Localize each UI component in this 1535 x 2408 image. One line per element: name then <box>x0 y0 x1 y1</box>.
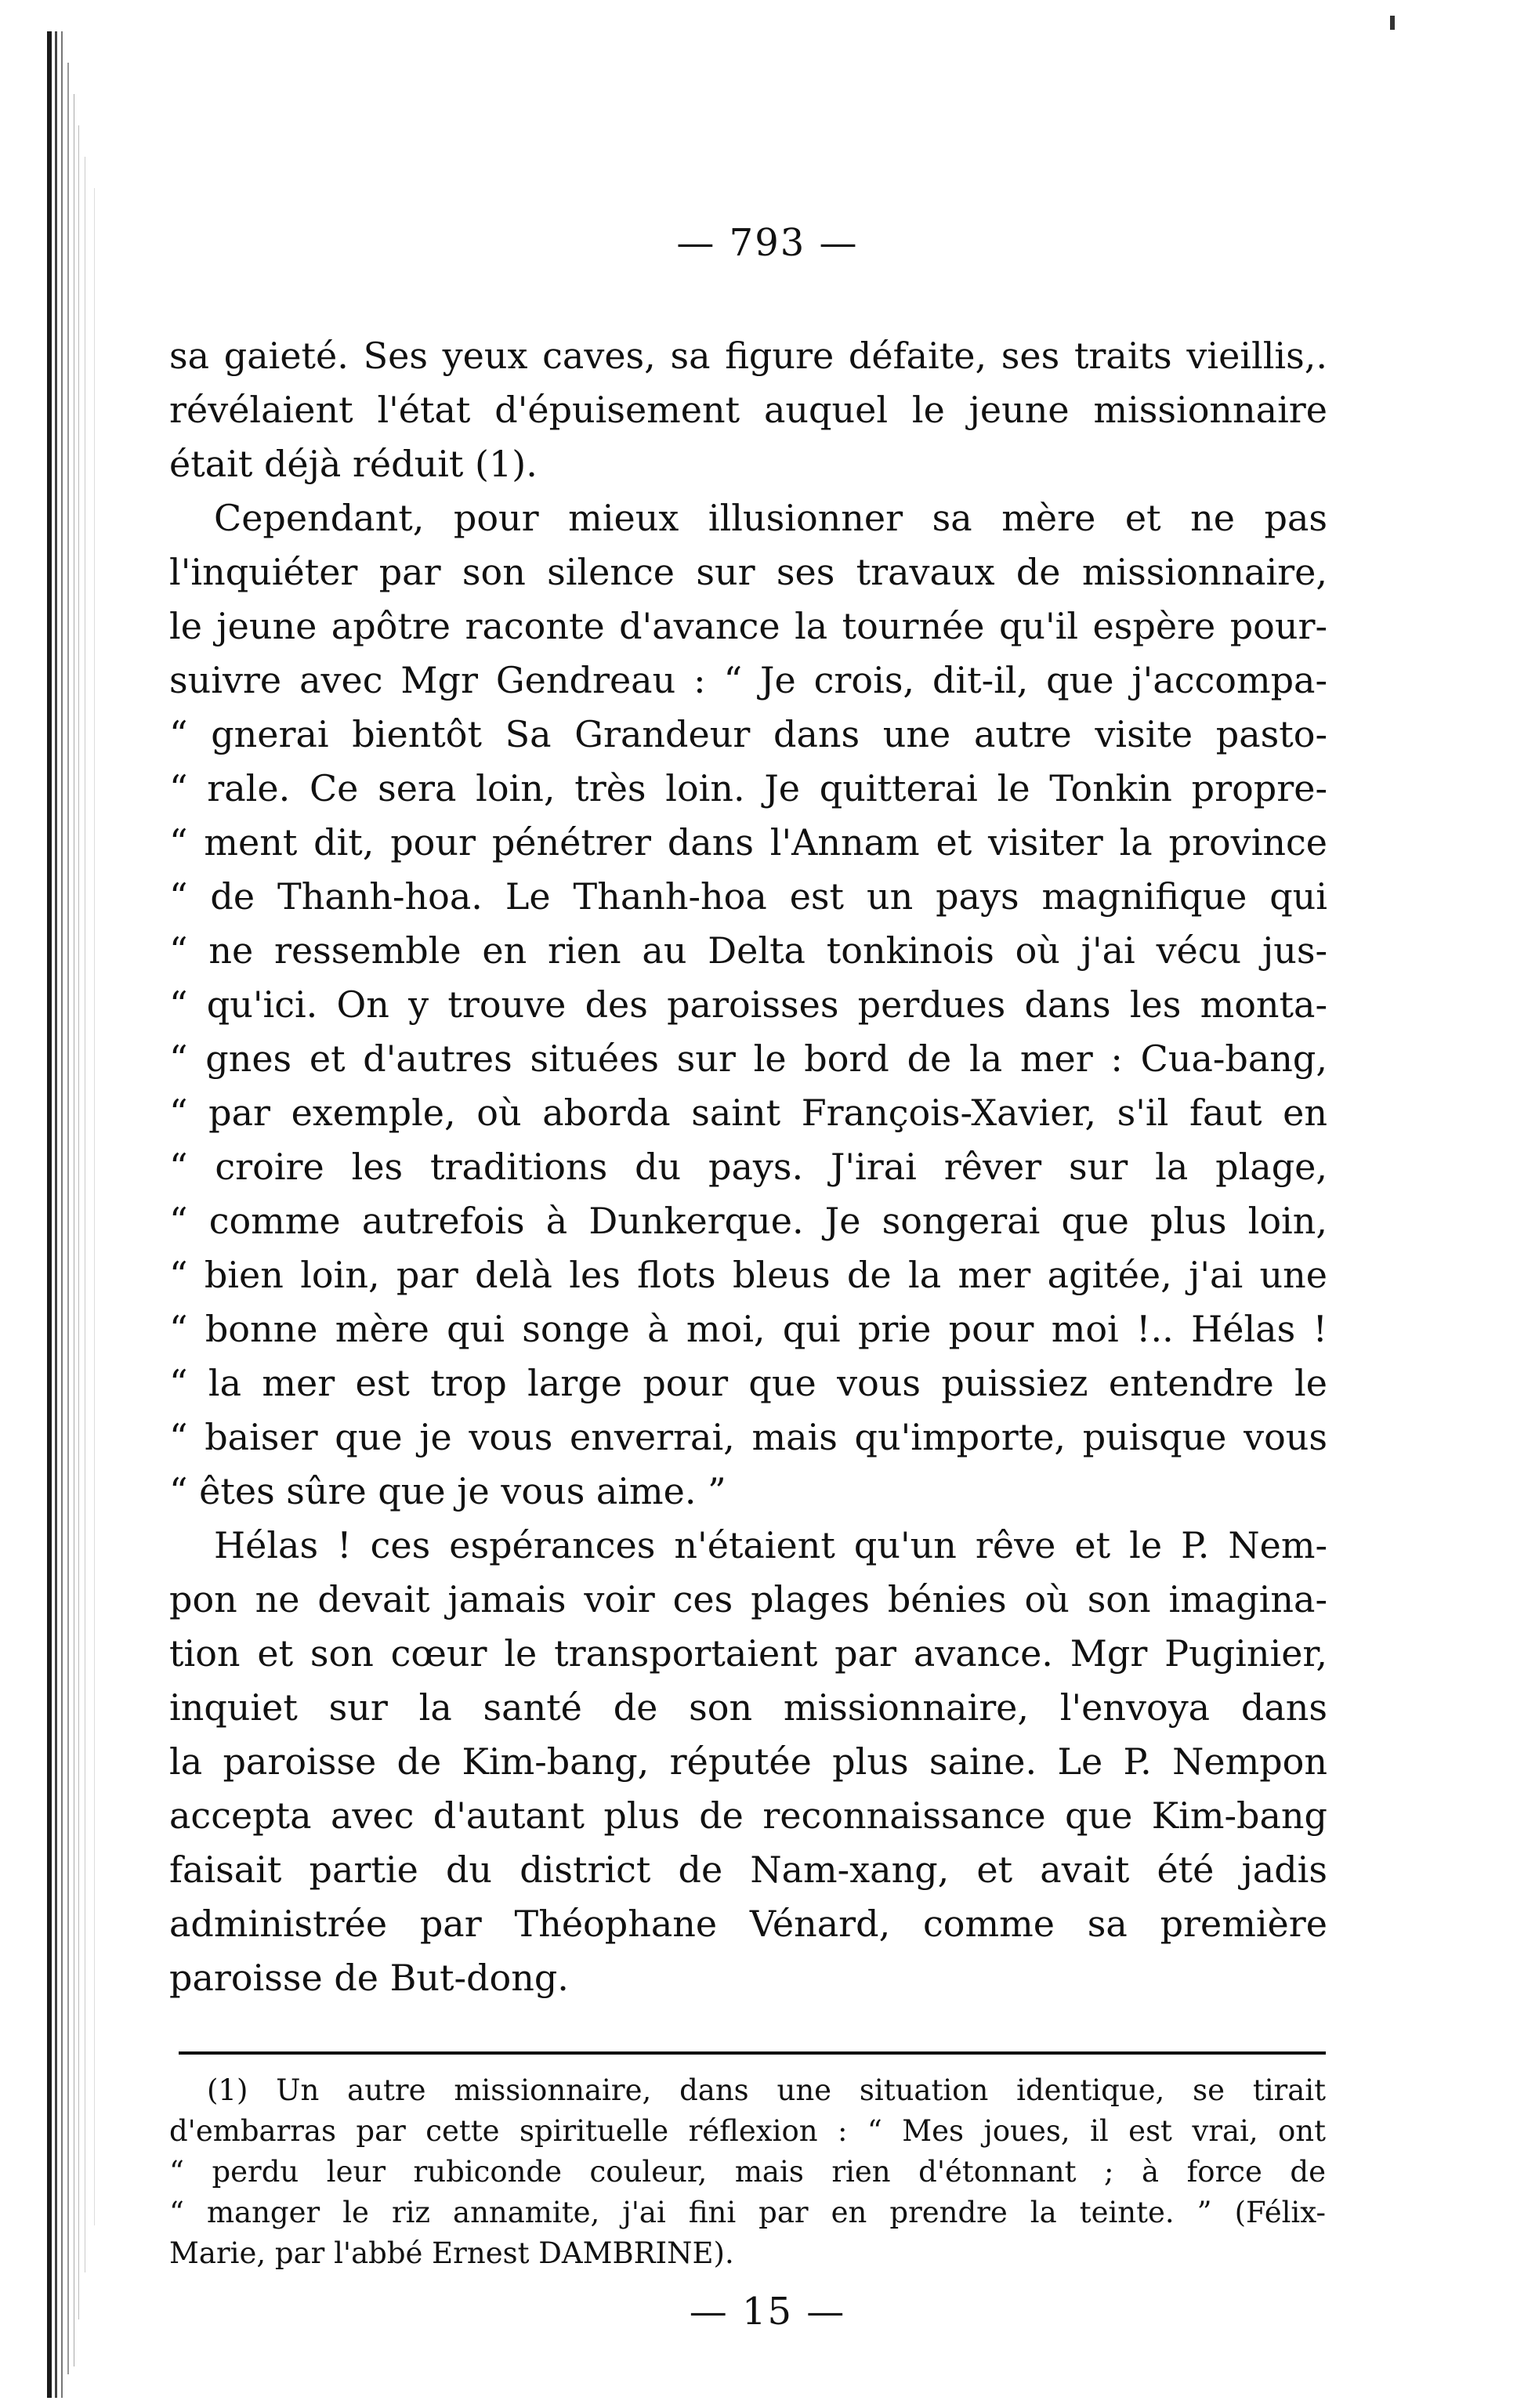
text-line: “ ment dit, pour pénétrer dans l'Annam et visiter la province <box>169 821 1327 864</box>
body-text <box>169 329 1327 2005</box>
text-line: “ ne ressemble en rien au Delta tonkinois où j'ai vécu jus- <box>169 929 1327 972</box>
text-line: révélaient l'état d'épuisement auquel le jeune missionnaire <box>169 389 1327 431</box>
text-line: tion et son cœur le transportaient par avance. Mgr Puginier, <box>169 1632 1327 1675</box>
text-line: Cependant, pour mieux illusionner sa mère et ne pas <box>214 497 1327 539</box>
text-line: pon ne devait jamais voir ces plages bénies où son imagina- <box>169 1578 1327 1620</box>
text-line: accepta avec d'autant plus de reconnaissance que Kim-bang <box>169 1794 1327 1837</box>
corner-mark <box>1390 16 1395 30</box>
text-line: “ êtes sûre que je vous aime. ” <box>169 1470 726 1512</box>
text-line: “ par exemple, où aborda saint François-Xavier, s'il faut en <box>169 1092 1327 1134</box>
text-line: “ croire les traditions du pays. J'irai rêver sur la plage, <box>169 1146 1327 1188</box>
text-line: l'inquiéter par son silence sur ses travaux de missionnaire, <box>169 551 1327 593</box>
text-line: la paroisse de Kim-bang, réputée plus saine. Le P. Nempon <box>169 1740 1327 1783</box>
footnote <box>169 2070 1326 2274</box>
footnote-line: Marie, par l'abbé Ernest DAMBRINE). <box>169 2236 734 2270</box>
text-line: “ baiser que je vous enverrai, mais qu'importe, puisque vous <box>169 1416 1327 1458</box>
text-line: “ bonne mère qui songe à moi, qui prie pour moi !.. Hélas ! <box>169 1308 1327 1350</box>
text-line: “ de Thanh-hoa. Le Thanh-hoa est un pays magnifique qui <box>169 875 1327 918</box>
footnote-rule <box>179 2051 1326 2055</box>
text-line: “ la mer est trop large pour que vous puissiez entendre le <box>169 1362 1327 1404</box>
text-line: “ rale. Ce sera loin, très loin. Je quitterai le Tonkin propre- <box>169 767 1327 809</box>
page-number: — 793 — <box>676 221 859 265</box>
text-line: administrée par Théophane Vénard, comme sa première <box>169 1903 1327 1945</box>
text-line: “ bien loin, par delà les flots bleus de la mer agitée, j'ai une <box>169 1254 1327 1296</box>
text-line: sa gaieté. Ses yeux caves, sa figure défaite, ses traits vieillis,. <box>169 335 1327 377</box>
footnote-line: “ perdu leur rubiconde couleur, mais rien d'étonnant ; à force de <box>169 2155 1326 2189</box>
text-line: paroisse de But-dong. <box>169 1957 569 1999</box>
text-line: “ qu'ici. On y trouve des paroisses perdues dans les monta- <box>169 983 1327 1026</box>
text-line: le jeune apôtre raconte d'avance la tournée qu'il espère pour- <box>169 605 1327 647</box>
footnote-line: “ manger le riz annamite, j'ai fini par en prendre la teinte. ” (Félix- <box>169 2196 1326 2229</box>
text-line: “ gnerai bientôt Sa Grandeur dans une autre visite pasto- <box>169 713 1327 755</box>
text-line: faisait partie du district de Nam-xang, et avait été jadis <box>169 1849 1327 1891</box>
text-line: “ comme autrefois à Dunkerque. Je songerai que plus loin, <box>169 1200 1327 1242</box>
text-line: Hélas ! ces espérances n'étaient qu'un rêve et le P. Nem- <box>214 1524 1327 1566</box>
footnote-line: (1) Un autre missionnaire, dans une situation identique, se tirait <box>207 2073 1326 2107</box>
footnote-line: d'embarras par cette spirituelle réflexion : “ Mes joues, il est vrai, ont <box>169 2114 1326 2148</box>
text-line: était déjà réduit (1). <box>169 443 538 485</box>
text-line: inquiet sur la santé de son missionnaire, l'envoya dans <box>169 1686 1327 1729</box>
text-line: suivre avec Mgr Gendreau : “ Je crois, dit-il, que j'accompa- <box>169 659 1327 701</box>
text-line: “ gnes et d'autres situées sur le bord de la mer : Cua-bang, <box>169 1037 1327 1080</box>
binding-edge-texture <box>47 31 165 2398</box>
folio-number: — 15 — <box>689 2290 846 2334</box>
